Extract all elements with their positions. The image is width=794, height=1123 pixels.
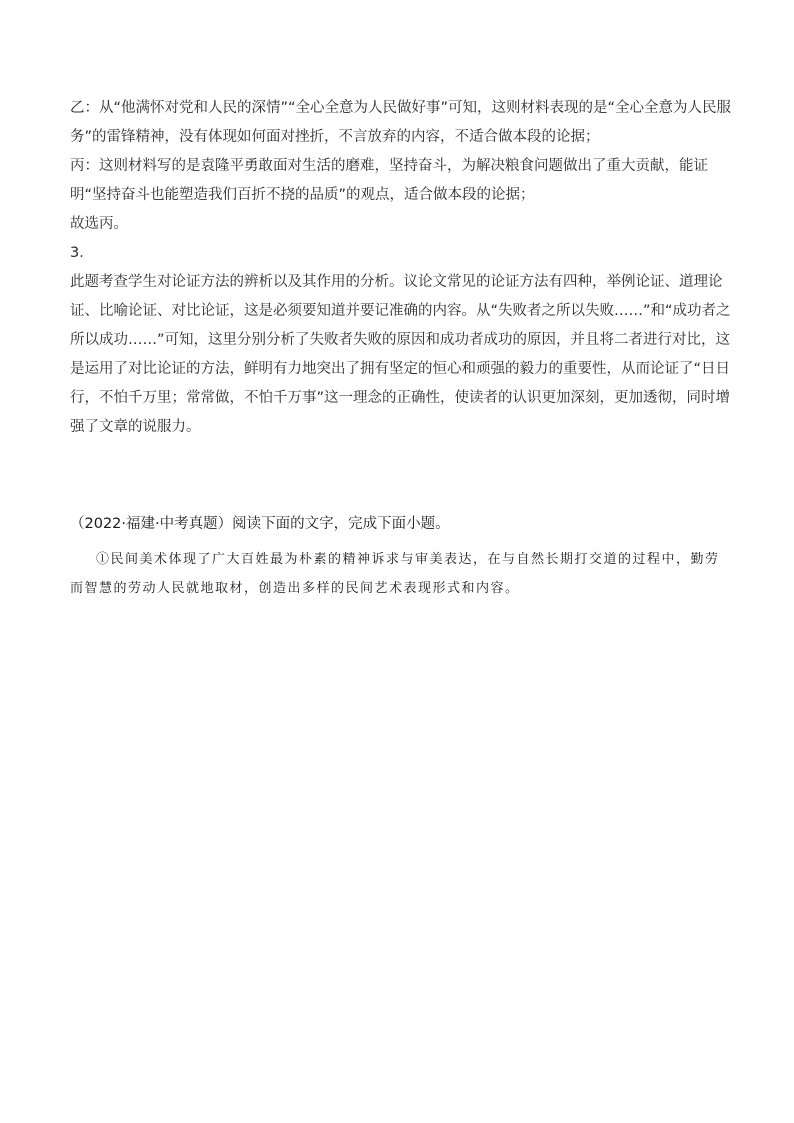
answer-line-yi: 乙：从“他满怀对党和人民的深情”“全心全意为人民做好事”可知，这则材料表现的是“全心全意为人民服务”的雷锋精神，没有体现如何面对挫折，不言放弃的内容，不适合做本段的论据；	[70, 100, 732, 145]
question-header	[70, 510, 732, 539]
answer-conclusion: 故选丙。	[70, 216, 128, 232]
reading-passage	[70, 545, 732, 603]
passage-paragraph-1: ①民间美术体现了广大百姓最为朴素的精神诉求与审美表达，在与自然长期打交道的过程中，勤劳而智慧的劳动人民就地取材，创造出多样的民间艺术表现形式和内容。	[70, 552, 720, 596]
question-instruction: 阅读下面的文字，完成下面小题。	[232, 516, 450, 532]
answer-explanation	[70, 94, 732, 442]
answer-line-bing: 丙：这则材料写的是袁隆平勇敢面对生活的磨难，坚持奋斗，为解决粮食问题做出了重大贡献，能证明“坚持奋斗也能塑造我们百折不挠的品质”的观点，适合做本段的论据；	[70, 158, 708, 203]
question-source: （2022·福建·中考真题）	[70, 516, 233, 532]
answer-q3-text: 此题考查学生对论证方法的辨析以及其作用的分析。议论文常见的论证方法有四种，举例论证、道理论证、比喻论证、对比论证，这是必须要知道并要记准确的内容。从“失败者之所以失败……”和“成功者之所以成功……”可知，这里分别分析了失败者失败的原因和成功者成功的原因，并且将二者进行对比，这是运用了对比论证的方法，鲜明有力地突出了拥有坚定的恒心和顽强的毅力的重要性，从而论证了“日日行，不怕千万里；常常做，不怕千万事”这一理念的正确性，使读者的认识更加深刻，更加透彻，同时增强了文章的说服力。	[70, 274, 731, 435]
question-number-3: 3．	[70, 245, 94, 261]
